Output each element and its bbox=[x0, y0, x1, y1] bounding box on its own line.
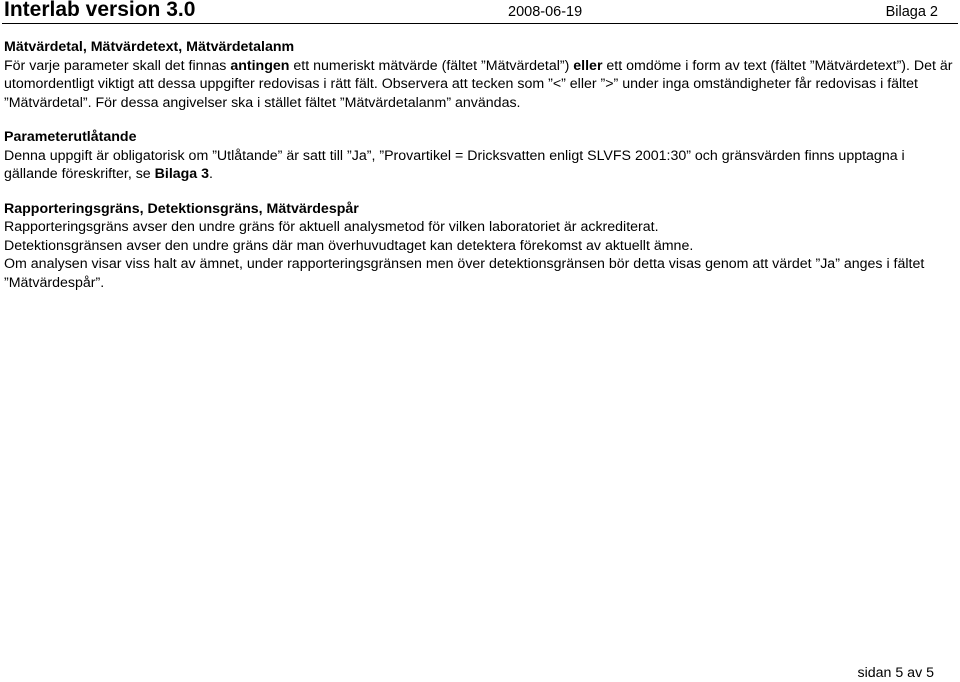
section-heading: Mätvärdetal, Mätvärdetext, Mätvärdetalanm bbox=[4, 39, 295, 55]
paragraph-text: . bbox=[209, 166, 213, 182]
paragraph-line: Rapporteringsgräns avser den undre gräns för aktuell analysmetod för vilken laboratoriet är ackrediterat. bbox=[4, 219, 659, 235]
section-heading: Parameterutlåtande bbox=[4, 129, 137, 145]
paragraph-text: Denna uppgift är obligatorisk om ”Utlåtande” är satt till ”Ja”, ”Provartikel = Dricksvatten enligt SLVFS 2001:30” och gränsvärden finns upptagna i gällande föreskrifter, se bbox=[4, 147, 905, 182]
emphasis-text: Bilaga 3 bbox=[154, 166, 210, 182]
paragraph-line: Detektionsgränsen avser den undre gräns där man överhuvudtaget kan detektera förekomst av aktuellt ämne. bbox=[4, 237, 694, 254]
section-paragraph bbox=[4, 57, 954, 113]
page-header bbox=[0, 0, 960, 24]
emphasis-text: eller bbox=[573, 57, 603, 74]
section-parameterutlatande bbox=[4, 128, 954, 184]
appendix-label: Bilaga 2 bbox=[885, 4, 938, 20]
paragraph-text: ett numeriskt mätvärde (fältet ”Mätvärdetal”) bbox=[289, 57, 574, 74]
document-body bbox=[4, 38, 954, 308]
paragraph-text: ett omdöme i form av text (fältet ”Mätvärdetext”). Det är utomordentligt viktigt att dessa uppgifter redovisas i rätt fält. Observera att tecken som ”<” eller ”>” under inga omständigheter får redovisas i fältet ”Mätvärdetal”. För dessa angivelser ska i stället fältet ”Mätvärdetalanm” användas. bbox=[4, 57, 953, 111]
document-date: 2008-06-19 bbox=[508, 4, 583, 20]
section-heading: Rapporteringsgräns, Detektionsgräns, Mätvärdespår bbox=[4, 200, 359, 217]
document-title: Interlab version 3.0 bbox=[4, 0, 196, 21]
emphasis-text: antingen bbox=[230, 57, 290, 74]
section-matvarde bbox=[4, 38, 954, 112]
paragraph-text: För varje parameter skall det finnas bbox=[4, 57, 231, 74]
paragraph-line: Om analysen visar viss halt av ämnet, under rapporteringsgränsen men över detektionsgränsen bör detta visas genom att värdet ”Ja” anges i fältet ”Mätvärdespår”. bbox=[4, 256, 925, 291]
section-paragraph bbox=[4, 147, 954, 184]
section-rapporteringsgrans bbox=[4, 200, 954, 293]
page-number: sidan 5 av 5 bbox=[857, 665, 934, 681]
header-divider bbox=[2, 23, 958, 24]
